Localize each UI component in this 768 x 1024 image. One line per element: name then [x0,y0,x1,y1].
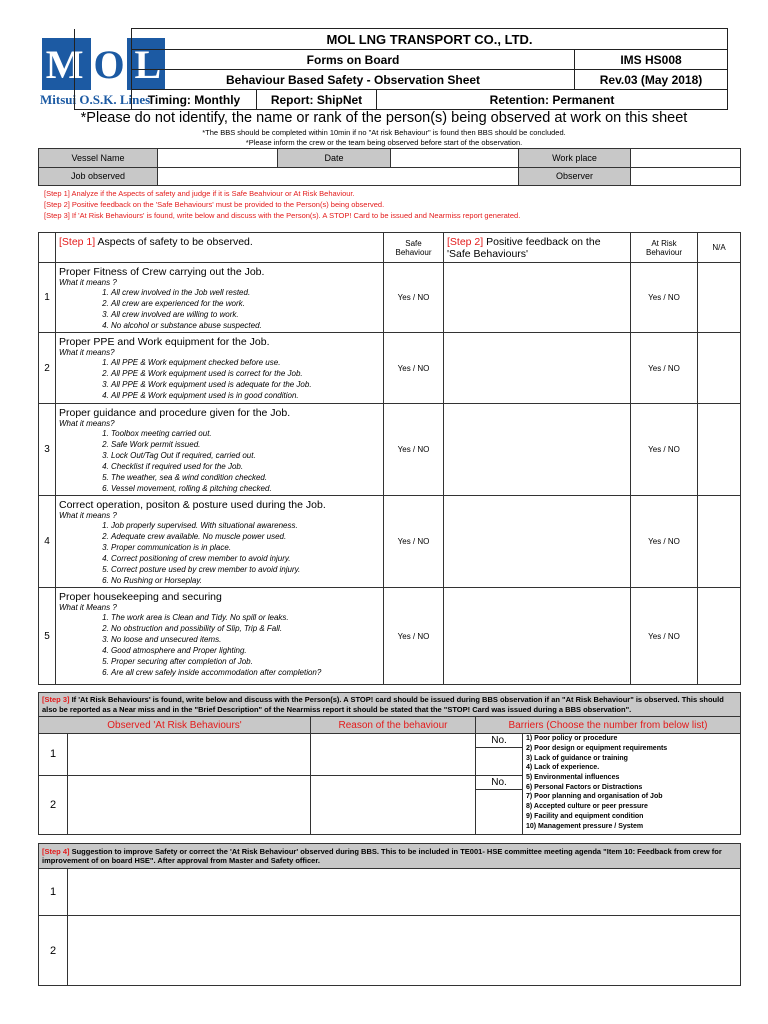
feedback-field[interactable] [444,263,631,333]
barrier-item: 9) Facility and equipment condition [526,812,644,820]
info-table [38,148,741,186]
aspect-item: 2. No obstruction and possibility of Slip, Trip & Fall. [111,623,380,634]
barriers-header: Barriers (Choose the number from below list) [476,717,741,734]
row-number: 4 [39,496,56,588]
what-it-means: What it means? [59,419,115,428]
form-title: Behaviour Based Safety - Observation Sheet [132,70,575,90]
revision: Rev.03 (May 2018) [575,70,728,90]
step3-tag: [Step 3] [42,695,70,705]
aspect-item: 3. All crew involved are willing to work. [111,309,380,320]
workplace-field[interactable] [631,149,741,168]
step-1-instruction: [Step 1] Analyze if the Aspects of safety and judge if it is Safe Beahviour or At Risk Behaviour. [44,189,355,198]
observer-field[interactable] [631,167,741,186]
step1-tag: [Step 1] [59,236,96,248]
aspect-item: 1. Job properly supervised. With situational awareness. [111,520,380,531]
aspect-title: Proper guidance and procedure given for the Job. [59,407,291,419]
atrisk-yes-no[interactable]: Yes / NO [631,588,698,685]
no-label: No. [476,775,523,789]
row-number: 5 [39,588,56,685]
barriers-list [523,734,741,835]
privacy-notice: *Please do not identify, the name or rank of the person(s) being observed at work on this sheet [80,110,688,126]
atrisk-yes-no[interactable]: Yes / NO [631,496,698,588]
aspect-title: Proper housekeeping and securing [59,591,222,603]
date-field[interactable] [391,149,519,168]
aspect-items [59,612,380,678]
aspect-item: 1. The work area is Clean and Tidy. No spill or leaks. [111,612,380,623]
aspect-items [59,428,380,494]
suggestion-field[interactable] [68,869,741,916]
job-label: Job observed [39,167,158,186]
barrier-item: 4) Lack of experience. [526,764,600,772]
reason-field[interactable] [311,775,476,834]
step3-text: If 'At Risk Behaviours' is found, write below and discuss with the Person(s). A STOP! card should be issued during BBS observation if an "At Risk Behaviour" is observed. This should also be reported as a Near miss and in the "Brief Description" of the Nearmiss report it should be stated that the "STOP! Card was issued during a BBS observation". [42,695,724,714]
aspect-item: 3. Lock Out/Tag Out if required, carried out. [111,450,380,461]
aspect-item: 5. Correct posture used by crew member to avoid injury. [111,564,380,575]
safe-yes-no[interactable]: Yes / NO [384,496,444,588]
aspect-items [59,287,380,331]
what-it-means: What it means ? [59,278,117,287]
na-field[interactable] [698,588,741,685]
aspect-row [39,496,741,588]
safe-yes-no[interactable]: Yes / NO [384,263,444,333]
what-it-means: What it means ? [59,511,117,520]
logo-subtitle: Mitsui O.S.K. Lines [40,92,151,107]
step-2-instruction: [Step 2] Positive feedback on the 'Safe Behaviours' must be provided to the Person(s) being observed. [44,200,385,209]
row-number: 2 [39,333,56,404]
safe-yes-no[interactable]: Yes / NO [384,404,444,496]
feedback-field[interactable] [444,496,631,588]
reason-field[interactable] [311,734,476,775]
na-header: N/A [698,233,741,263]
aspect-item: 4. Correct positioning of crew member to avoid injury. [111,553,380,564]
what-it-means: What it Means ? [59,603,117,612]
na-field[interactable] [698,404,741,496]
aspect-item: 6. Are all crew safely inside accommodation after completion? [111,667,380,678]
step2-heading: Positive feedback on the 'Safe Behaviours' [447,236,601,260]
aspect-title: Proper Fitness of Crew carrying out the Job. [59,266,265,278]
safe-header: Safe Behaviour [384,233,444,263]
aspect-item: 3. Proper communication is in place. [111,542,380,553]
what-it-means: What it means? [59,348,115,357]
aspect-item: 1. All PPE & Work equipment checked before use. [111,357,380,368]
step3-table [38,692,741,835]
aspect-item: 5. Proper securing after completion of Job. [111,656,380,667]
aspect-item: 4. Good atmosphere and Proper lighting. [111,645,380,656]
aspect-item: 6. Vessel movement, rolling & pitching checked. [111,483,380,494]
notice-line-1: *The BBS should be completed within 10min if no "At risk Behaviour" is found then BBS should be concluded. [202,128,566,137]
aspect-item: 4. Checklist if required used for the Job. [111,461,380,472]
aspect-item: 1. All crew involved in the Job well rested. [111,287,380,298]
na-field[interactable] [698,333,741,404]
row-number: 1 [39,869,68,916]
timing: Timing: Monthly [132,90,257,110]
aspect-item: 2. All PPE & Work equipment used is correct for the Job. [111,368,380,379]
aspect-item: 1. Toolbox meeting carried out. [111,428,380,439]
atrisk-yes-no[interactable]: Yes / NO [631,263,698,333]
barrier-item: 1) Poor policy or procedure [526,735,618,743]
step-instructions [44,188,520,221]
barrier-item: 2) Poor design or equipment requirements [526,744,668,752]
vessel-field[interactable] [158,149,278,168]
date-label: Date [278,149,391,168]
step-3-instruction: [Step 3] If 'At Risk Behaviours' is found, write below and discuss with the Person(s). A STOP! Card to be issued and Nearmiss report generated. [44,211,521,220]
safe-yes-no[interactable]: Yes / NO [384,588,444,685]
row-number: 2 [39,916,68,986]
form-code: IMS HS008 [575,50,728,70]
aspect-item: 6. No Rushing or Horseplay. [111,575,380,586]
feedback-field[interactable] [444,333,631,404]
step1-heading: Aspects of safety to be observed. [95,236,253,248]
aspect-item: 4. All PPE & Work equipment used is in good condition. [111,390,380,401]
aspect-item: 3. No loose and unsecured items. [111,634,380,645]
step4-text: Suggestion to improve Safety or correct the 'At Risk Behaviour' observed during BBS. This to be included in TE001- HSE committee meeting agenda "Item 10: Feedback from crew for improvement of on board HSE". After approval from Master and Safety officer. [42,846,722,865]
row-number: 3 [39,404,56,496]
reason-header: Reason of the behaviour [311,717,476,734]
aspect-row [39,404,741,496]
barrier-item: 7) Poor planning and organisation of Job [526,793,663,801]
notice-line-2: *Please inform the crew or the team being observed before start of the observation. [245,138,523,147]
barrier-item: 8) Accepted culture or peer pressure [526,803,648,811]
safe-yes-no[interactable]: Yes / NO [384,333,444,404]
aspect-item: 3. All PPE & Work equipment used is adequate for the Job. [111,379,380,390]
job-field[interactable] [158,167,519,186]
na-field[interactable] [698,263,741,333]
aspect-title: Correct operation, positon & posture used during the Job. [59,499,326,511]
barrier-item: 5) Environmental influences [526,774,620,782]
atrisk-yes-no[interactable]: Yes / NO [631,404,698,496]
retention: Retention: Permanent [377,90,728,110]
observer-label: Observer [519,167,631,186]
aspect-row [39,333,741,404]
aspect-item: 4. No alcohol or substance abuse suspected. [111,320,380,331]
forms-label: Forms on Board [132,50,575,70]
company-name: MOL LNG TRANSPORT CO., LTD. [132,29,728,50]
workplace-label: Work place [519,149,631,168]
observed-field[interactable] [68,775,311,834]
atrisk-yes-no[interactable]: Yes / NO [631,333,698,404]
aspects-table [38,232,741,685]
barrier-item: 6) Personal Factors or Distractions [526,783,643,791]
step4-table [38,843,741,986]
aspect-row [39,588,741,685]
mol-logo: M O L [42,38,165,90]
suggestion-field[interactable] [68,916,741,986]
row-number: 2 [39,775,68,834]
step4-tag: [Step 4] [42,846,70,856]
aspect-items [59,520,380,586]
aspect-item: 5. The weather, sea & wind condition checked. [111,472,380,483]
observed-field[interactable] [68,734,311,775]
na-field[interactable] [698,496,741,588]
vessel-label: Vessel Name [39,149,158,168]
row-number: 1 [39,734,68,775]
report: Report: ShipNet [257,90,377,110]
barrier-no-field[interactable] [476,789,523,834]
observed-header: Observed 'At Risk Behaviours' [39,717,311,734]
feedback-field[interactable] [444,404,631,496]
aspect-row [39,263,741,333]
row-number: 1 [39,263,56,333]
barrier-item: 10) Management pressure / System [526,822,644,830]
step2-tag: [Step 2] [447,236,484,248]
aspect-item: 2. Adequate crew available. No muscle power used. [111,531,380,542]
aspect-items [59,357,380,401]
no-label: No. [476,734,523,748]
aspect-title: Proper PPE and Work equipment for the Job. [59,336,270,348]
barrier-item: 3) Lack of guidance or training [526,754,628,762]
barrier-no-field[interactable] [476,748,523,775]
feedback-field[interactable] [444,588,631,685]
form-header [74,28,728,110]
aspect-item: 2. All crew are experienced for the work. [111,298,380,309]
aspect-item: 2. Safe Work permit issued. [111,439,380,450]
atrisk-header: At Risk Behaviour [631,233,698,263]
